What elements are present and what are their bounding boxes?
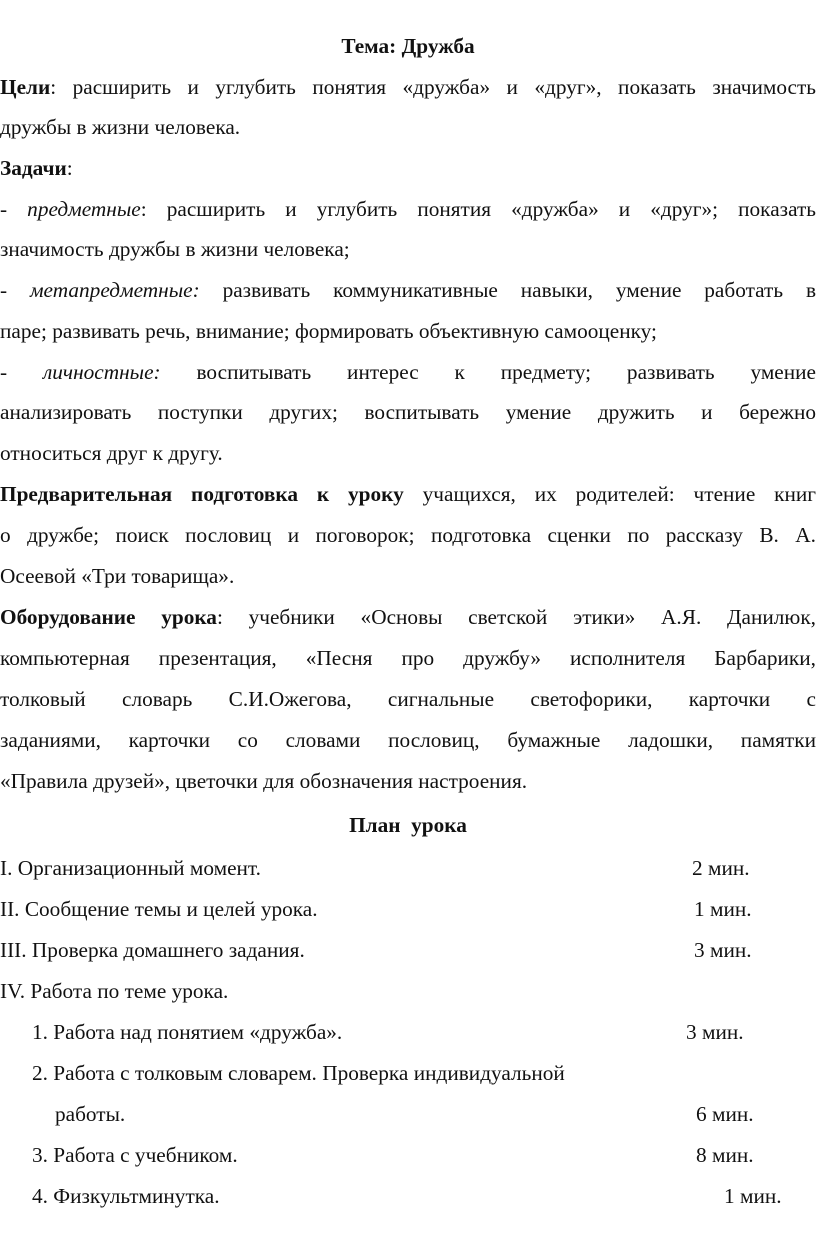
title-label: Тема: [341, 34, 397, 58]
equipment-line-5: «Правила друзей», цветочки для обозначения настроения. [0, 769, 528, 793]
tasks-subject-line-2: значимость дружбы в жизни человека; [0, 237, 350, 261]
plan-subitem-3-time: 8 мин. [696, 1143, 754, 1167]
tasks-subject-line-1: - предметные: расширить и углубить понятия «дружба» и «друг»; показать [0, 197, 816, 221]
goals-line-2: дружбы в жизни человека. [0, 115, 241, 139]
tasks-personal-line-3: относиться друг к другу. [0, 441, 223, 465]
plan-item-4: IV. Работа по теме урока. [0, 979, 229, 1003]
plan-heading: План урока [349, 813, 467, 837]
plan-subitem-2-cont: работы. [55, 1102, 126, 1126]
plan-subitem-1: 1. Работа над понятием «дружба». [32, 1020, 343, 1044]
plan-item-1: I. Организационный момент. [0, 856, 261, 880]
tasks-meta-line-2: паре; развивать речь, внимание; формировать объективную самооценку; [0, 319, 657, 343]
preparation-label: Предварительная подготовка к уроку [0, 482, 404, 506]
title-value: Дружба [401, 34, 475, 58]
preparation-line-2: о дружбе; поиск пословиц и поговорок; подготовка сценки по рассказу В. А. [0, 523, 816, 547]
equipment-label: Оборудование урока [0, 605, 217, 629]
preparation-line-3: Осеевой «Три товарища». [0, 564, 235, 588]
tasks-personal-line-2: анализировать поступки других; воспитывать умение дружить и бережно [0, 400, 816, 424]
goals-line-1: Цели: расширить и углубить понятия «дружба» и «друг», показать значимость [0, 75, 816, 99]
tasks-meta-line-1: - метапредметные: развивать коммуникативные навыки, умение работать в [0, 278, 816, 302]
equipment-line-3: толковый словарь С.И.Ожегова, сигнальные светофорики, карточки с [0, 687, 816, 711]
tasks-personal-line-1: - личностные: воспитывать интерес к предмету; развивать умение [0, 360, 816, 384]
tasks-personal-label: личностные: [42, 360, 161, 384]
tasks-label: Задачи [0, 156, 67, 180]
plan-subitem-1-time: 3 мин. [686, 1020, 744, 1044]
plan-subitem-3: 3. Работа с учебником. [32, 1143, 238, 1167]
plan-item-3: III. Проверка домашнего задания. [0, 938, 305, 962]
plan-item-1-time: 2 мин. [692, 856, 750, 880]
page-title [0, 33, 816, 59]
plan-item-2: II. Сообщение темы и целей урока. [0, 897, 318, 921]
tasks-meta-label: метапредметные: [29, 278, 200, 302]
tasks-subject-label: предметные [27, 197, 141, 221]
preparation-line-1: Предварительная подготовка к уроку учащихся, их родителей: чтение книг [0, 482, 816, 506]
plan-subitem-2: 2. Работа с толковым словарем. Проверка индивидуальной [32, 1061, 565, 1085]
plan-item-3-time: 3 мин. [694, 938, 752, 962]
equipment-line-1: Оборудование урока: учебники «Основы светской этики» А.Я. Данилюк, [0, 605, 816, 629]
goals-label: Цели [0, 75, 51, 99]
plan-item-2-time: 1 мин. [694, 897, 752, 921]
equipment-line-4: заданиями, карточки со словами пословиц, бумажные ладошки, памятки [0, 728, 816, 752]
plan-subitem-2-time: 6 мин. [696, 1102, 754, 1126]
equipment-line-2: компьютерная презентация, «Песня про дружбу» исполнителя Барбарики, [0, 646, 816, 670]
plan-subitem-4: 4. Физкультминутка. [32, 1184, 220, 1208]
plan-subitem-4-time: 1 мин. [724, 1184, 782, 1208]
tasks-heading: Задачи: [0, 156, 73, 180]
